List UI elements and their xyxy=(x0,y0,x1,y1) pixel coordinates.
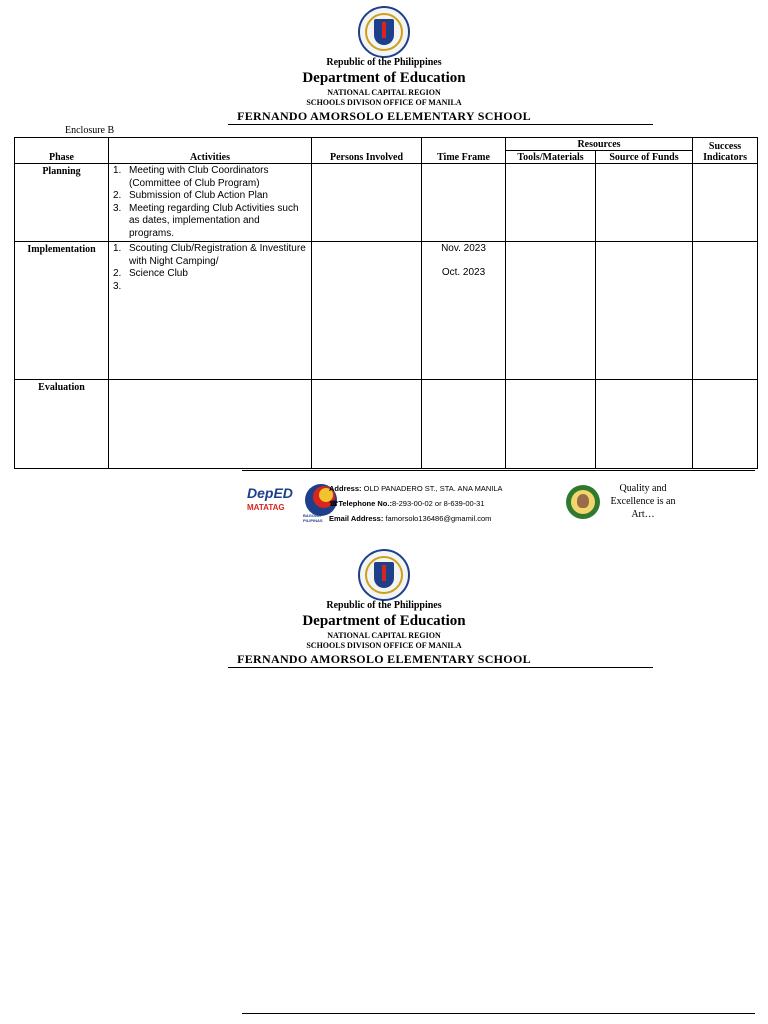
school-logo xyxy=(566,485,600,519)
success-cell xyxy=(693,164,758,242)
table-row-evaluation xyxy=(15,380,758,469)
deped-seal-logo xyxy=(358,6,410,58)
footer-divider xyxy=(242,1013,755,1014)
time-cell xyxy=(422,380,506,469)
action-plan-table xyxy=(14,137,758,469)
header-divider xyxy=(228,124,653,125)
header-source-of-funds: Source of Funds xyxy=(596,151,693,164)
phone-icon: ☎ xyxy=(329,499,339,508)
header-time-frame: Time Frame xyxy=(422,138,506,164)
activities-cell xyxy=(109,380,312,469)
list-item: 2. Science Club xyxy=(113,268,188,279)
deped-seal-logo xyxy=(358,549,410,601)
tools-cell xyxy=(506,164,596,242)
tools-cell xyxy=(506,380,596,469)
bagong-pilipinas-logo: BAGONG PILIPINAS xyxy=(303,482,341,520)
header-region: NATIONAL CAPITAL REGION xyxy=(327,88,441,97)
header-resources: Resources xyxy=(506,138,693,151)
persons-cell xyxy=(312,380,422,469)
phase-cell: Implementation xyxy=(15,242,109,380)
footer-telephone: ☎Telephone No.:8-293-00-02 or 8-639-00-31 xyxy=(329,499,485,508)
success-cell xyxy=(693,242,758,380)
footer-email: Email Address: famorsolo136486@gmamil.com xyxy=(329,514,492,523)
funds-cell xyxy=(596,242,693,380)
header-activities: Activities xyxy=(109,138,312,164)
list-item: 3. xyxy=(113,280,122,292)
header-division: SCHOOLS DIVISON OFFICE OF MANILA xyxy=(306,98,462,107)
list-item: 2. Submission of Club Action Plan xyxy=(113,190,268,201)
time-cell xyxy=(422,164,506,242)
header-phase: Phase xyxy=(15,138,109,164)
footer-divider xyxy=(242,470,755,471)
header-republic: Republic of the Philippines xyxy=(326,600,442,611)
list-item: 3. Meeting regarding Club Activities such as dates, implementation and programs. xyxy=(113,202,299,239)
enclosure-label: Enclosure B xyxy=(65,125,115,136)
success-cell xyxy=(693,380,758,469)
footer-contact xyxy=(329,481,503,526)
header-division: SCHOOLS DIVISON OFFICE OF MANILA xyxy=(306,641,462,650)
deped-logo: DepED MATATAG xyxy=(247,485,293,512)
funds-cell xyxy=(596,164,693,242)
persons-cell xyxy=(312,242,422,380)
header-school-name: FERNANDO AMORSOLO ELEMENTARY SCHOOL xyxy=(237,652,531,666)
phase-cell: Planning xyxy=(15,164,109,242)
time-frame-1: Nov. 2023 xyxy=(441,243,486,254)
header-success-indicators: Success Indicators xyxy=(693,138,758,164)
funds-cell xyxy=(596,380,693,469)
list-item: 1. Meeting with Club Coordinators (Committee of Club Program) xyxy=(113,165,269,189)
header-tools-materials: Tools/Materials xyxy=(506,151,596,164)
time-cell xyxy=(422,242,506,380)
table-row-planning xyxy=(15,164,758,242)
activities-cell xyxy=(109,164,312,242)
persons-cell xyxy=(312,164,422,242)
list-item: 1. Scouting Club/Registration & Investiture with Night Camping/ xyxy=(113,243,306,267)
header-department: Department of Education xyxy=(302,613,466,629)
header-region: NATIONAL CAPITAL REGION xyxy=(327,631,441,640)
tools-cell xyxy=(506,242,596,380)
footer-motto: Quality and Excellence is an Art… xyxy=(610,483,676,520)
phase-cell: Evaluation xyxy=(15,380,109,469)
activities-cell xyxy=(109,242,312,380)
time-frame-2: Oct. 2023 xyxy=(441,267,486,278)
header-republic: Republic of the Philippines xyxy=(326,57,442,68)
header-school-name: FERNANDO AMORSOLO ELEMENTARY SCHOOL xyxy=(237,109,531,123)
header-department: Department of Education xyxy=(302,70,466,86)
table-row-implementation xyxy=(15,242,758,380)
header-divider xyxy=(228,667,653,668)
footer-address: Address: OLD PANADERO ST., STA. ANA MANILA xyxy=(329,484,503,493)
header-persons-involved: Persons Involved xyxy=(312,138,422,164)
